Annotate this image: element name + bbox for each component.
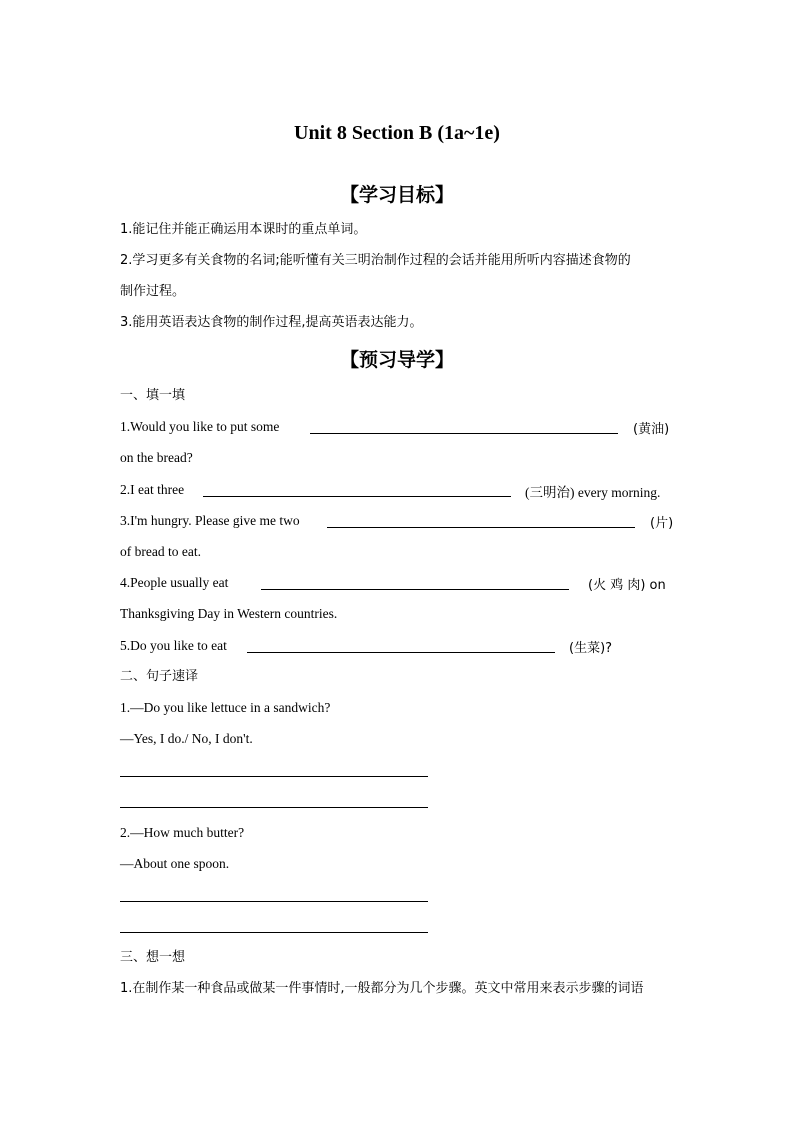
q4-hint: (火 鸡 肉) on <box>588 578 666 593</box>
q3-text: 3.I'm hungry. Please give me two <box>120 513 300 528</box>
part2-label: 二、句子速译 <box>120 669 199 684</box>
q2-answer-blank[interactable] <box>203 496 511 497</box>
s2-answer: —About one spoon. <box>120 856 230 871</box>
objectives-heading: 【学习目标】 <box>339 184 454 206</box>
q4-text: 4.People usually eat <box>120 575 229 590</box>
s2-translation-blank-2[interactable] <box>120 932 428 933</box>
s1-answer: —Yes, I do./ No, I don't. <box>120 731 253 746</box>
objective-item-2-cont: 制作过程。 <box>120 284 186 299</box>
q2-after: (三明治) every morning. <box>525 485 661 500</box>
q5-text: 5.Do you like to eat <box>120 638 227 653</box>
q4-answer-blank[interactable] <box>261 589 569 590</box>
part1-label: 一、填一填 <box>120 388 186 403</box>
q1-text-cont: on the bread? <box>120 450 193 465</box>
objective-item-3: 3.能用英语表达食物的制作过程,提高英语表达能力。 <box>120 315 423 330</box>
objective-item-2: 2.学习更多有关食物的名词;能听懂有关三明治制作过程的会话并能用所听内容描述食物的 <box>120 253 631 268</box>
s1-translation-blank-2[interactable] <box>120 807 428 808</box>
q1-answer-blank[interactable] <box>310 433 618 434</box>
q5-after: (生菜)? <box>569 641 613 656</box>
q3-answer-blank[interactable] <box>327 527 635 528</box>
q1-text: 1.Would you like to put some <box>120 419 280 434</box>
q3-hint: (片) <box>650 516 674 531</box>
q3-text-cont: of bread to eat. <box>120 544 201 559</box>
part3-text: 1.在制作某一种食品或做某一件事情时,一般都分为几个步骤。英文中常用来表示步骤的词语 <box>120 981 644 996</box>
preview-heading: 【预习导学】 <box>339 349 454 371</box>
q1-hint: (黄油) <box>633 422 670 437</box>
part3-label: 三、想一想 <box>120 950 186 965</box>
q4-text-cont: Thanksgiving Day in Western countries. <box>120 606 338 621</box>
s2-question: 2.—How much butter? <box>120 825 245 840</box>
q2-text: 2.I eat three <box>120 482 185 497</box>
q5-answer-blank[interactable] <box>247 652 555 653</box>
s2-translation-blank-1[interactable] <box>120 901 428 902</box>
page-title: Unit 8 Section B (1a~1e) <box>294 122 500 144</box>
s1-translation-blank-1[interactable] <box>120 776 428 777</box>
s1-question: 1.—Do you like lettuce in a sandwich? <box>120 700 331 715</box>
objective-item-1: 1.能记住并能正确运用本课时的重点单词。 <box>120 222 367 237</box>
